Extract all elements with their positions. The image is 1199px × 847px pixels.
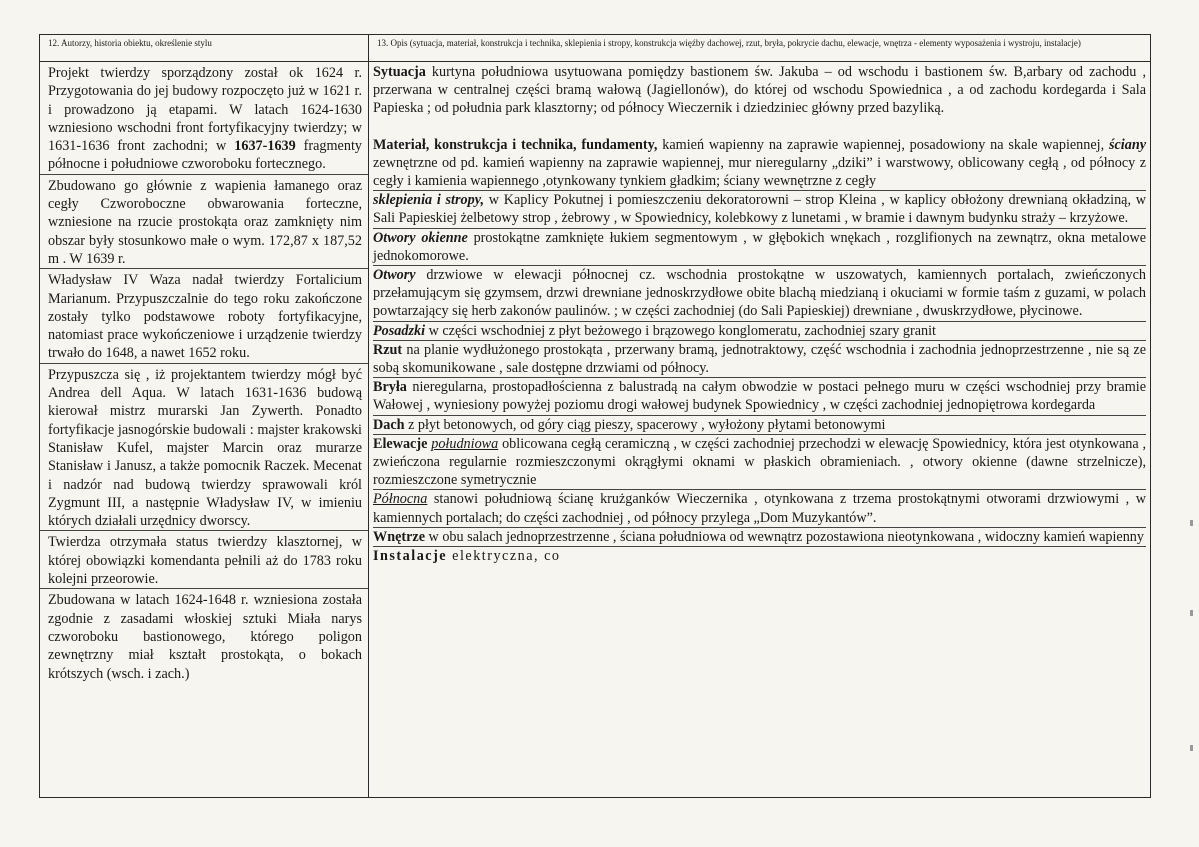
desc-sytuacja: Sytuacja kurtyna południowa usytuowana pomiędzy bastionem św. Jakuba – od wschodu i bastionem św. B,arbary od zachodu , przerwana w centralnej części bramą wałową (Jagiellonów), do której od wschodu Spowiednica , a od zachodu kordegarda i Sala Papieska ; od południa park klasztorny; od północy Wieczernik i dziedziniec główny przed bazyliką. [373, 64, 1146, 117]
desc-instalacje: Instalacje elektryczna, co [373, 548, 561, 565]
desc-elewacje: Elewacje południowa oblicowana cegłą ceramiczną , w części zachodniej przechodzi w elewację Spowiednicy, która jest otynkowana , zwieńczona regularnie rozmieszczonymi okrągłymi oknami w płaskich obramieniach. , otwory okienne (dawne strzelnicze), rozmieszczone symetrycznie [373, 435, 1146, 491]
history-paragraph-6: Zbudowana w latach 1624-1648 r. wzniesiona została zgodnie z zasadami włoskiej sztuki Miała narys czworoboku bastionowego, którego poligon zewnętrzny miał kształt prostokąta, o bokach krótszych (wsch. i zach.) [48, 592, 362, 682]
history-paragraph-3: Władysław IV Waza nadał twierdzy Fortalicium Marianum. Przypuszczalnie do tego roku zakończone zostały tylko podstawowe roboty fortyfikacyjne, natomiast prace wykończeniowe i urządzenie twierdzy trwało do 1648, a nawet 1652 roku. [40, 269, 368, 363]
scan-edge-mark [1190, 520, 1193, 526]
scan-edge-mark [1190, 610, 1193, 616]
record-card-table [39, 34, 1151, 798]
description-column [369, 62, 1150, 797]
desc-posadzki: Posadzki w części wschodniej z płyt beżowego i brązowego konglomeratu, zachodniej szary granit [373, 322, 1146, 341]
desc-otwory-drzwiowe: Otwory drzwiowe w elewacji północnej cz. wschodnia prostokątne w uszowatych, kamiennych portalach, zwieńczonych przełamującym się gzymsem, drzwi drewniane jednoskrzydłowe obite blachą miedzianą i okuciami w formie taśm z guzami, w polach powtarzający się herb zakonów paulinów. ; w części zachodniej (do Sali Papieskiej) drewniane , dwuskrzydłowe, płycinowe. [373, 266, 1146, 322]
desc-rzut: Rzut na planie wydłużonego prostokąta , przerwany bramą, jednotraktowy, część wschodnia i zachodnia jednoprzestrzenne , nie są ze sobą skomunikowane , sale dostępne drzwiami od północy. [373, 341, 1146, 378]
desc-otwory-okienne: Otwory okienne prostokątne zamknięte łukiem segmentowym , w głębokich wnękach , rozglifionych na zewnątrz, okna metalowe jednokomorowe. [373, 229, 1146, 266]
header-authors-history: 12. Autorzy, historia obiektu, określenie stylu [40, 35, 369, 62]
history-paragraph-2: Zbudowano go głównie z wapienia łamanego oraz cegły Czworoboczne obwarowania forteczne, wzniesione na rzucie prostokąta oraz zamknięty nim obszar były stosunkowo małe o wym. 172,87 x 187,52 m . W 1639 r. [40, 175, 368, 269]
history-paragraph-1: Projekt twierdzy sporządzony został ok 1624 r. Przygotowania do jej budowy rozpoczęto już w 1621 r. i prowadzono ją etapami. W latach 1624-1630 wzniesiono wschodni front fortyfikacyjny twierdzy; w 1631-1636 front zachodni; w 1637-1639 fragmenty północne i południowe czworoboku fortecznego. [40, 62, 368, 175]
desc-sklepienia: sklepienia i stropy, w Kaplicy Pokutnej i pomieszczeniu dekoratorowni – strop Kleina , w kaplicy obłożony drewnianą okładziną, w Sali Papieskiej żelbetowy strop , żebrowy , w Spowiednicy, kolebkowy z lunetami , w bramie i dawnym budynku straży – krzyżowe. [373, 191, 1146, 228]
desc-elewacja-polnocna: Północna stanowi południową ścianę krużganków Wieczernika , otynkowana z trzema prostokątnymi otworami drzwiowymi , w kamiennych portalach; do części zachodniej , od północy przylega „Dom Muzykantów”. [373, 490, 1146, 527]
desc-wnetrze: Wnętrze w obu salach jednoprzestrzenne , ściana południowa od wewnątrz pozostawiona nieotynkowana , widoczny kamień wapienny [373, 528, 1146, 547]
desc-material: Materiał, konstrukcja i technika, fundamenty, kamień wapienny na zaprawie wapiennej, posadowiony na skale wapiennej, ściany zewnętrzne od pd. kamień wapienny na zaprawie wapiennej, mur nieregularny „dziki” i warstwowy, oblicowany cegłą , od północy z cegły i kamienia wapiennego ,otynkowany tynkiem gładkim; ściany wewnętrzne z cegły [373, 136, 1146, 192]
desc-bryla: Bryła nieregularna, prostopadłościenna z balustradą na całym obwodzie w postaci pełnego muru w części wschodniej przy bramie Wałowej , wyniesiony powyżej poziomu drogi wałowej budynek Spowiednicy , w części zachodniej jednopiętrowa kordegarda [373, 378, 1146, 415]
history-paragraph-5: Twierdza otrzymała status twierdzy klasztornej, w której obowiązki komendanta pełnili aż do 1783 roku kolejni przeorowie. [40, 531, 368, 589]
history-paragraph-4: Przypuszcza się , iż projektantem twierdzy mógł być Andrea dell Aqua. W latach 1631-1636 budową kierował mistrz murarski Jan Zywerth. Ponadto fortyfikacje jasnogórskie budowali : majster krakowski Stanisław Kufel, majster Marcin oraz murarze Stanisław i Janusz, a także pomocnik Raczek. Mecenat i nadzór nad budową twierdzy sprawowali król Zygmunt III, a następnie Władysław IV, w imieniu których działali urzędnicy dworscy. [40, 364, 368, 532]
scan-edge-mark [1190, 745, 1193, 751]
desc-dach: Dach z płyt betonowych, od góry ciąg pieszy, spacerowy , wyłożony płytami betonowymi [373, 416, 1146, 435]
history-column [40, 62, 369, 797]
header-description: 13. Opis (sytuacja, materiał, konstrukcja i technika, sklepienia i stropy, konstrukcja więźby dachowej, rzut, bryła, pokrycie dachu, elewacje, wnętrza - elementy wyposażenia i wystroju, instalacje) [369, 35, 1150, 62]
